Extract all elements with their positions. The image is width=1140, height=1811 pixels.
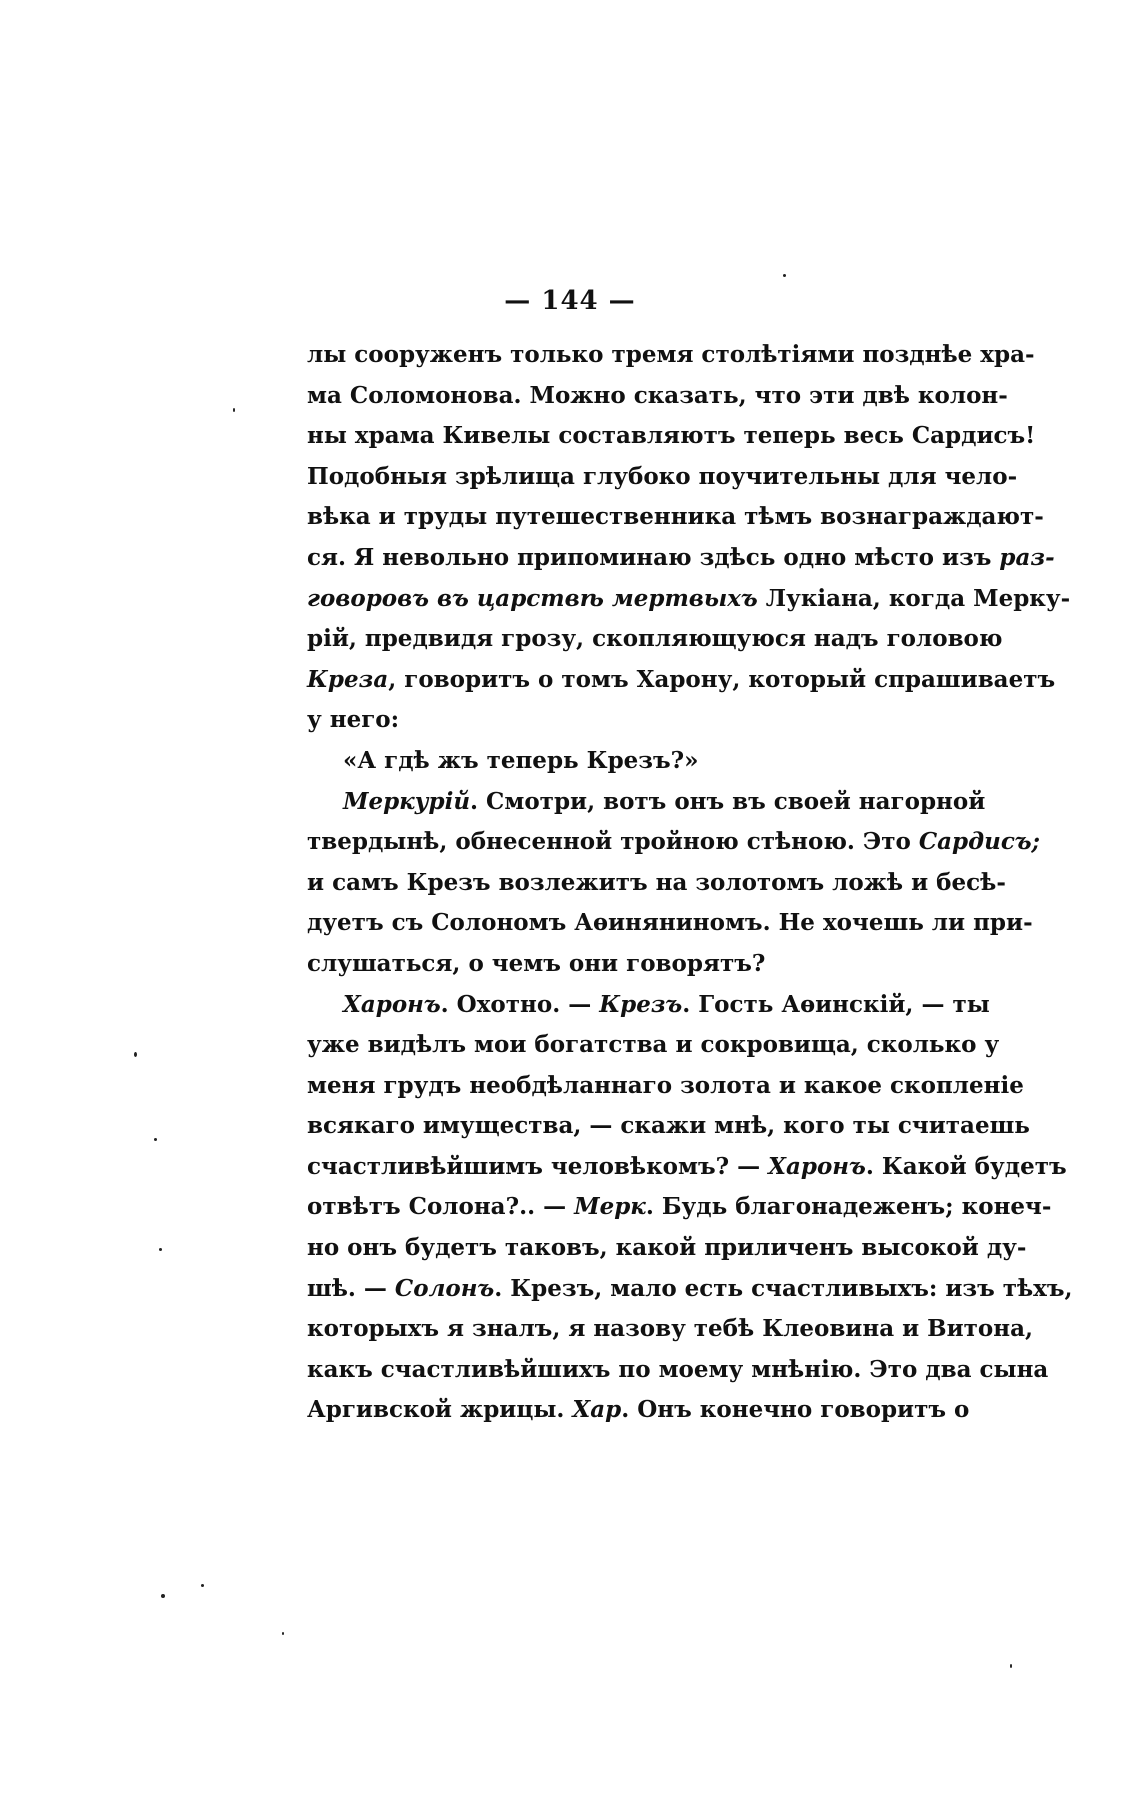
text-line [307,1147,1067,1188]
text-line [307,1269,1073,1310]
print-speck [201,1584,204,1587]
text-span: Подобныя зрѣлища глубоко поучительны для чело- [307,462,1018,490]
body-text [307,335,1073,1431]
text-span: которыхъ я зналъ, я назову тебѣ Клеовина и Витона, [307,1315,1034,1343]
text-line [307,497,1044,538]
text-span: . Крезъ, мало есть счастливыхъ: изъ тѣхъ, [494,1274,1073,1302]
text-span: ся. Я невольно припоминаю здѣсь одно мѣсто изъ [307,543,1000,571]
text-line [307,457,1018,498]
italic-text: Хар [572,1396,622,1424]
italic-text: Сардисъ; [918,828,1041,856]
text-span: . Какой будетъ [865,1152,1067,1180]
text-line [307,1228,1027,1269]
print-speck [161,1594,165,1598]
text-span: у него: [307,706,400,734]
text-span: Лукіана, когда Мерку- [757,584,1071,612]
text-line [307,579,1071,620]
text-span: «А гдѣ жъ теперь Крезъ?» [343,746,699,774]
text-line [307,1309,1034,1350]
text-line [307,376,1008,417]
italic-text: Солонъ [394,1274,495,1302]
text-line [307,1106,1030,1147]
text-line [307,903,1033,944]
text-span: . Онъ конечно говоритъ о [621,1396,970,1424]
text-line [307,538,1055,579]
text-span: и самъ Крезъ возлежитъ на золотомъ ложѣ и бесѣ- [307,868,1006,896]
print-speck [134,1052,137,1057]
text-span: . Гость Аѳинскій, — ты [682,990,990,1018]
text-span: ма Соломонова. Можно сказать, что эти двѣ колон- [307,381,1008,409]
print-speck [783,274,786,277]
text-line [307,335,1035,376]
text-line [307,416,1036,457]
print-speck [159,1248,162,1251]
text-span: Аргивской жрицы. [307,1396,573,1424]
text-line [307,619,1003,660]
text-line [307,1390,970,1431]
text-span: отвѣтъ Солона?.. — [307,1193,575,1221]
print-speck [282,1632,284,1635]
text-span: какъ счастливѣйшихъ по моему мнѣнію. Это два сына [307,1355,1049,1383]
text-line [307,985,990,1026]
text-span: счастливѣйшимъ человѣкомъ? — [307,1152,769,1180]
italic-text: раз- [999,543,1055,571]
text-line [307,944,937,985]
text-span: вѣка и труды путешественника тѣмъ вознаграждают- [307,503,1044,531]
text-span: лы сооруженъ только тремя столѣтіями позднѣе хра- [307,341,1035,368]
text-line [307,700,937,741]
italic-text: Харонъ [343,990,441,1018]
text-span: . Охотно. — [440,990,600,1018]
text-line [307,1187,1052,1228]
text-span: рій, предвидя грозу, скопляющуюся надъ головою [307,625,1003,653]
text-span: слушаться, о чемъ они говорятъ? [307,949,766,977]
print-speck [233,408,235,412]
print-speck [1010,1664,1012,1668]
text-line [307,741,937,782]
print-speck [154,1138,157,1141]
italic-text: Мерк [574,1193,646,1221]
text-line [307,822,1041,863]
text-span: уже видѣлъ мои богатства и сокровища, сколько у [307,1031,1000,1059]
text-span: , говоритъ о томъ Харону, который спрашиваетъ [388,665,1056,693]
text-line [307,1025,1000,1066]
text-line [307,660,1056,701]
text-span: . Будь благонадеженъ; конеч- [645,1193,1052,1221]
italic-text: Креза [307,665,389,693]
text-line [307,1066,1024,1107]
text-span: . Смотри, вотъ онъ въ своей нагорной [470,787,986,815]
italic-text: Крезъ [599,990,683,1018]
page-number-header: — 144 — [504,286,636,316]
text-line [307,863,1006,904]
text-line [307,1350,1049,1391]
text-span: меня грудъ необдѣланнаго золота и какое скопленіе [307,1071,1024,1099]
text-span: ны храма Кивелы составляютъ теперь весь Сардисъ! [307,422,1036,450]
italic-text: говоровъ въ царствѣ мертвыхъ [307,584,758,612]
text-line [307,782,986,823]
text-span: дуетъ съ Солономъ Аѳиняниномъ. Не хочешь ли при- [307,909,1033,937]
text-span: шѣ. — [307,1274,395,1302]
text-span: но онъ будетъ таковъ, какой приличенъ высокой ду- [307,1234,1027,1262]
italic-text: Меркурій [343,787,471,815]
italic-text: Харонъ [768,1152,866,1180]
text-span: всякаго имущества, — скажи мнѣ, кого ты считаешь [307,1112,1030,1140]
text-span: твердынѣ, обнесенной тройною стѣною. Это [307,828,919,856]
